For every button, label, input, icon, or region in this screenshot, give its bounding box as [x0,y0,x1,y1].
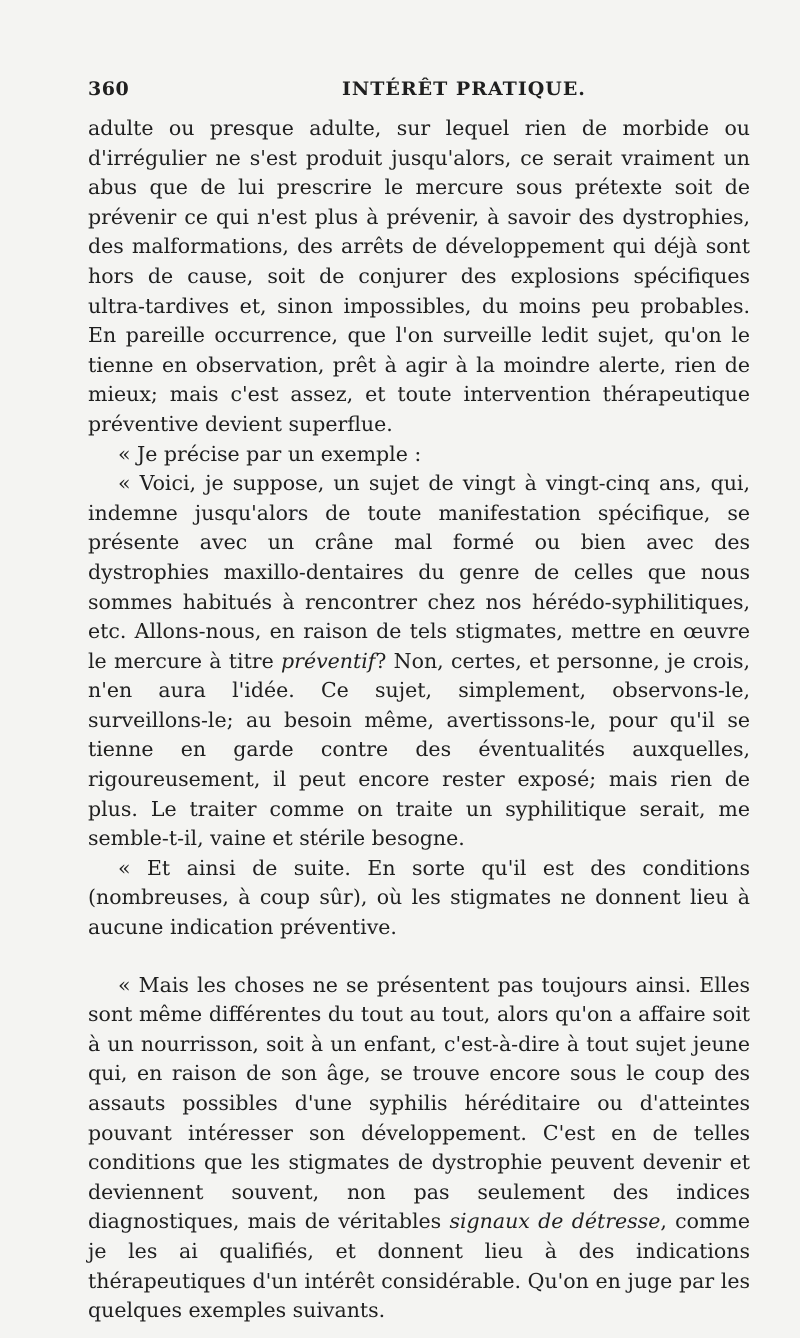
paragraph-3-text-after: ? Non, certes, et personne, je crois, n'en aura l'idée. Ce sujet, simplement, observons-le, surveillons-le; au besoin même, avertissons-le, pour qu'il se tienne en garde contre des éventualités auxquelles, rigoureusement, il peut encore rester exposé; mais rien de plus. Le traiter comme on traite un syphilitique serait, me semble-t-il, vaine et stérile besogne. [88,648,750,851]
page-header [88,78,750,108]
paragraph-2: « Je précise par un exemple : [118,441,422,466]
paragraph-5-text-before: « Mais les choses ne se présentent pas toujours ainsi. Elles sont même différentes du tout au tout, alors qu'on a affaire soit à un nourrisson, soit à un enfant, c'est-à-dire à tout sujet jeune qui, en raison de son âge, se trouve encore sous le coup des assauts possibles d'une syphilis héréditaire ou d'atteintes pouvant intéresser son développement. C'est en de telles conditions que les stigmates de dystrophie peuvent devenir et deviennent souvent, non pas seulement des indices diagnostiques, mais de véritables [88,972,750,1234]
paragraph-5-text-after: , comme je les ai qualifiés, et donnent lieu à des indications thérapeutiques d'un intérêt considérable. Qu'on en juge par les quelques exemples suivants. [88,1209,750,1323]
page-number: 360 [88,78,130,100]
paragraph-3 [88,469,750,854]
paragraph-5 [88,971,750,1326]
body-text [88,114,750,1326]
paragraph-5-emphasis: signaux de détresse [449,1209,661,1234]
running-title: INTÉRÊT PRATIQUE. [342,78,586,100]
paragraph-3-text-before: « Voici, je suppose, un sujet de vingt à vingt-cinq ans, qui, indemne jusqu'alors de toute manifestation spécifique, se présente avec un crâne mal formé ou bien avec des dystrophies maxillo-dentaires du genre de celles que nous sommes habitués à rencontrer chez nos hérédo-syphilitiques, etc. Allons-nous, en raison de tels stigmates, mettre en œuvre le mercure à titre [88,471,750,673]
paragraph-1: adulte ou presque adulte, sur lequel rien de morbide ou d'irrégulier ne s'est produit jusqu'alors, ce serait vraiment un abus que de lui prescrire le mercure sous prétexte soit de prévenir ce qui n'est plus à prévenir, à savoir des dystrophies, des malformations, des arrêts de développement qui déjà sont hors de cause, soit de conjurer des explosions spécifiques ultra-tardives et, sinon impossibles, du moins peu probables. En pareille occurrence, que l'on surveille ledit sujet, qu'on le tienne en observation, prêt à agir à la moindre alerte, rien de mieux; mais c'est assez, et toute intervention thérapeutique préventive devient superflue. [88,116,750,436]
paragraph-4: « Et ainsi de suite. En sorte qu'il est des conditions (nombreuses, à coup sûr), où les stigmates ne donnent lieu à aucune indication préventive. [88,855,750,940]
paragraph-3-emphasis: préventif [281,648,376,673]
